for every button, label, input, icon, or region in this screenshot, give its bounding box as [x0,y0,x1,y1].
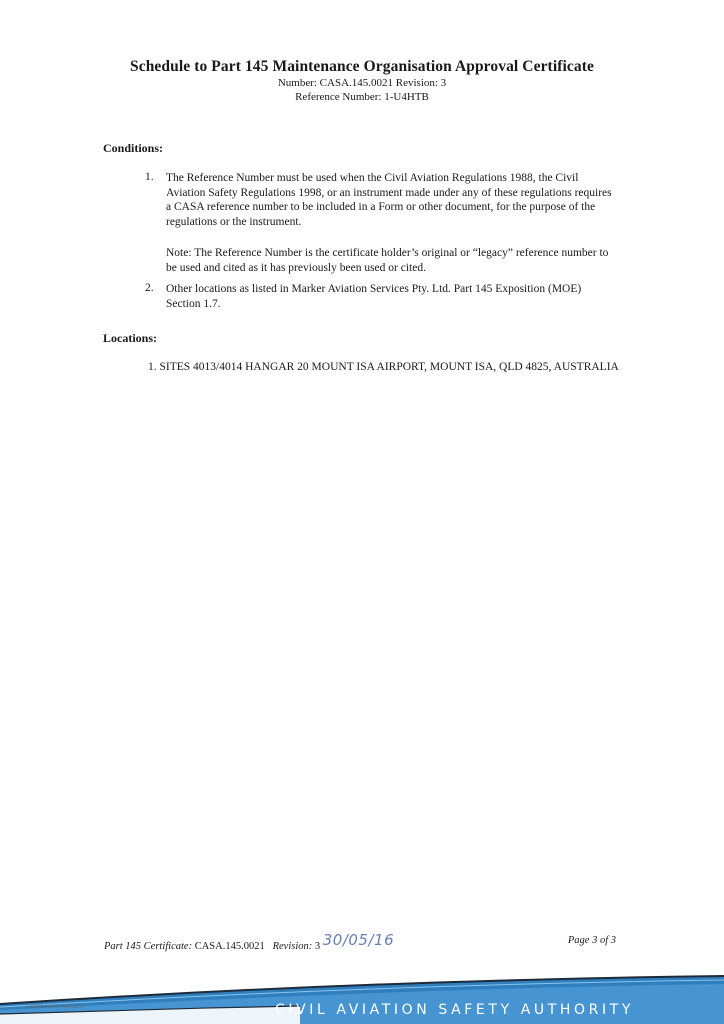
form-code: CAS402 Printed 09/2013 [26,1005,82,1010]
certificate-number-line: Number: CASA.145.0021 Revision: 3 [277,77,447,89]
locations-heading: Locations: [103,331,157,345]
condition-1-number: 1. [145,171,154,183]
footer-certificate-info [104,931,395,953]
location-1-text: 1. SITES 4013/4014 HANGAR 20 MOUNT ISA AIRPORT, MOUNT ISA, QLD 4825, AUSTRALIA [148,361,619,373]
condition-1-text: The Reference Number must be used when the Civil Aviation Regulations 1988, the Civil Aviation Safety Regulations 1998, or an instrument made under any of these regulations requires a CASA reference number to be included in a Form or other document, for the purpose of the regulations or the instrument. [166,172,612,228]
footer-certificate-label: Part 145 Certificate: [104,941,193,952]
condition-2-text: Other locations as listed in Marker Aviation Services Pty. Ltd. Part 145 Exposition (MOE) Section 1.7. [166,283,582,310]
footer-revision-label: Revision: [272,941,313,952]
handwritten-date: 30/05/16 [322,931,395,949]
document-title: Schedule to Part 145 Maintenance Organisation Approval Certificate [130,58,594,75]
footer-certificate-number: CASA.145.0021 [194,941,265,952]
authority-name: CIVIL AVIATION SAFETY AUTHORITY [274,1002,634,1018]
condition-2-number: 2. [145,282,154,294]
reference-number-line: Reference Number: 1-U4HTB [295,91,429,103]
condition-1-note: Note: The Reference Number is the certificate holder’s original or “legacy” reference number to be used and cited as it has previously been used or cited. [166,247,609,274]
footer-page-number: Page 3 of 3 [567,935,616,946]
conditions-heading: Conditions: [103,141,164,155]
footer-revision-value: 3 [314,941,321,952]
